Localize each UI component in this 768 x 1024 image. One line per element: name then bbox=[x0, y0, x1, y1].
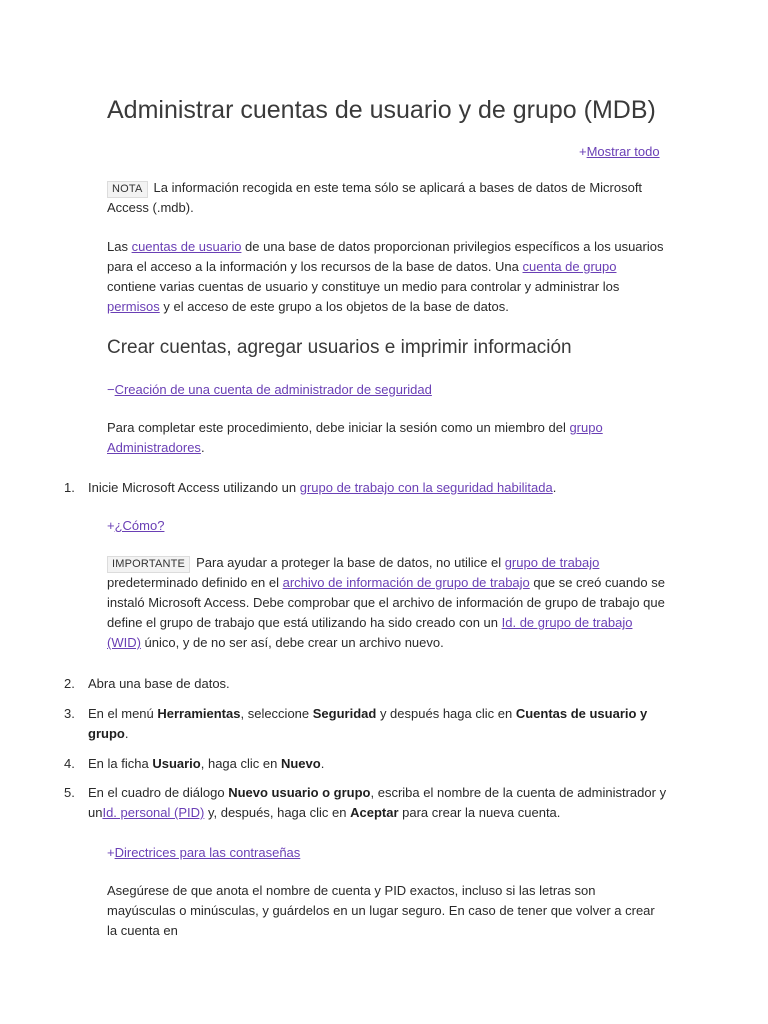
user-accounts-link[interactable]: cuentas de usuario bbox=[131, 239, 242, 254]
admin-group-link[interactable]: grupo Administradores bbox=[107, 420, 603, 455]
password-guidelines-link[interactable]: Directrices para las contraseñas bbox=[114, 845, 301, 860]
pid-link[interactable]: Id. personal (PID) bbox=[102, 805, 205, 820]
password-guidelines-expander[interactable] bbox=[107, 843, 300, 863]
important-badge: IMPORTANTE bbox=[107, 556, 190, 573]
plus-icon: + bbox=[107, 518, 115, 533]
step-number: 3. bbox=[64, 706, 75, 721]
how-link[interactable]: ¿Cómo? bbox=[114, 518, 165, 533]
step-number: 1. bbox=[64, 480, 75, 495]
secure-workgroup-link[interactable]: grupo de trabajo con la seguridad habilitada bbox=[299, 480, 553, 495]
permissions-link[interactable]: permisos bbox=[107, 299, 160, 314]
workgroup-info-file-link[interactable]: archivo de información de grupo de trabajo bbox=[282, 575, 530, 590]
group-account-link[interactable]: cuenta de grupo bbox=[522, 259, 617, 274]
procedure-paragraph: Para completar este procedimiento, debe iniciar la sesión como un miembro del grupo Administradores. bbox=[107, 420, 603, 455]
minus-icon: − bbox=[107, 382, 115, 397]
note-paragraph bbox=[107, 178, 667, 218]
step-4-text: En la ficha Usuario, haga clic en Nuevo. bbox=[88, 756, 325, 771]
plus-icon: + bbox=[579, 144, 587, 159]
step-number: 2. bbox=[64, 676, 75, 691]
how-expander[interactable] bbox=[107, 516, 164, 536]
step-1-text: Inicie Microsoft Access utilizando un grupo de trabajo con la seguridad habilitada. bbox=[88, 480, 557, 495]
final-paragraph: Asegúrese de que anota el nombre de cuenta y PID exactos, incluso si las letras son mayúsculas o minúsculas, y guárdelos en un lugar seguro. En caso de tener que volver a crear la cuenta en bbox=[107, 883, 655, 938]
intro-paragraph: Las cuentas de usuario de una base de datos proporcionan privilegios específicos a los usuarios para el acceso a la información y los recursos de la base de datos. Una cuenta de grupo contiene varias cuentas de usuario y constituye un medio para controlar y administrar los permisos y el acceso de este grupo a los objetos de la base de datos. bbox=[107, 239, 664, 314]
admin-account-link[interactable]: Creación de una cuenta de administrador de seguridad bbox=[114, 382, 432, 397]
show-all-link[interactable]: Mostrar todo bbox=[586, 144, 660, 159]
important-paragraph: IMPORTANTE Para ayudar a proteger la base de datos, no utilice el grupo de trabajo predeterminado definido en el archivo de información de grupo de trabajo que se creó cuando se instaló Microsoft Access. Debe comprobar que el archivo de información de grupo de trabajo que define el grupo de trabajo que está utilizando ha sido creado con un Id. de grupo de trabajo (WID) único, y de no ser así, debe crear un archivo nuevo. bbox=[107, 555, 665, 650]
step-5-text: En el cuadro de diálogo Nuevo usuario o grupo, escriba el nombre de la cuenta de administrador y unId. personal (PID) y, después, haga clic en Aceptar para crear la nueva cuenta. bbox=[88, 785, 667, 820]
step-number: 4. bbox=[64, 756, 75, 771]
show-all-toggle[interactable] bbox=[579, 142, 660, 162]
wid-link[interactable]: Id. de grupo de trabajo (WID) bbox=[107, 615, 633, 650]
note-text: La información recogida en este tema sólo se aplicará a bases de datos de Microsoft Access (.mdb). bbox=[107, 180, 643, 215]
page-title: Administrar cuentas de usuario y de grupo (MDB) bbox=[107, 96, 656, 124]
step-number: 5. bbox=[64, 785, 75, 800]
step-2-text: Abra una base de datos. bbox=[88, 676, 230, 691]
note-badge: NOTA bbox=[107, 181, 148, 198]
admin-account-expander[interactable] bbox=[107, 380, 432, 400]
step-3-text: En el menú Herramientas, seleccione Seguridad y después haga clic en Cuentas de usuario y grupo. bbox=[88, 706, 648, 741]
workgroup-link[interactable]: grupo de trabajo bbox=[504, 555, 600, 570]
plus-icon: + bbox=[107, 845, 115, 860]
section-heading: Crear cuentas, agregar usuarios e imprimir información bbox=[107, 337, 572, 358]
